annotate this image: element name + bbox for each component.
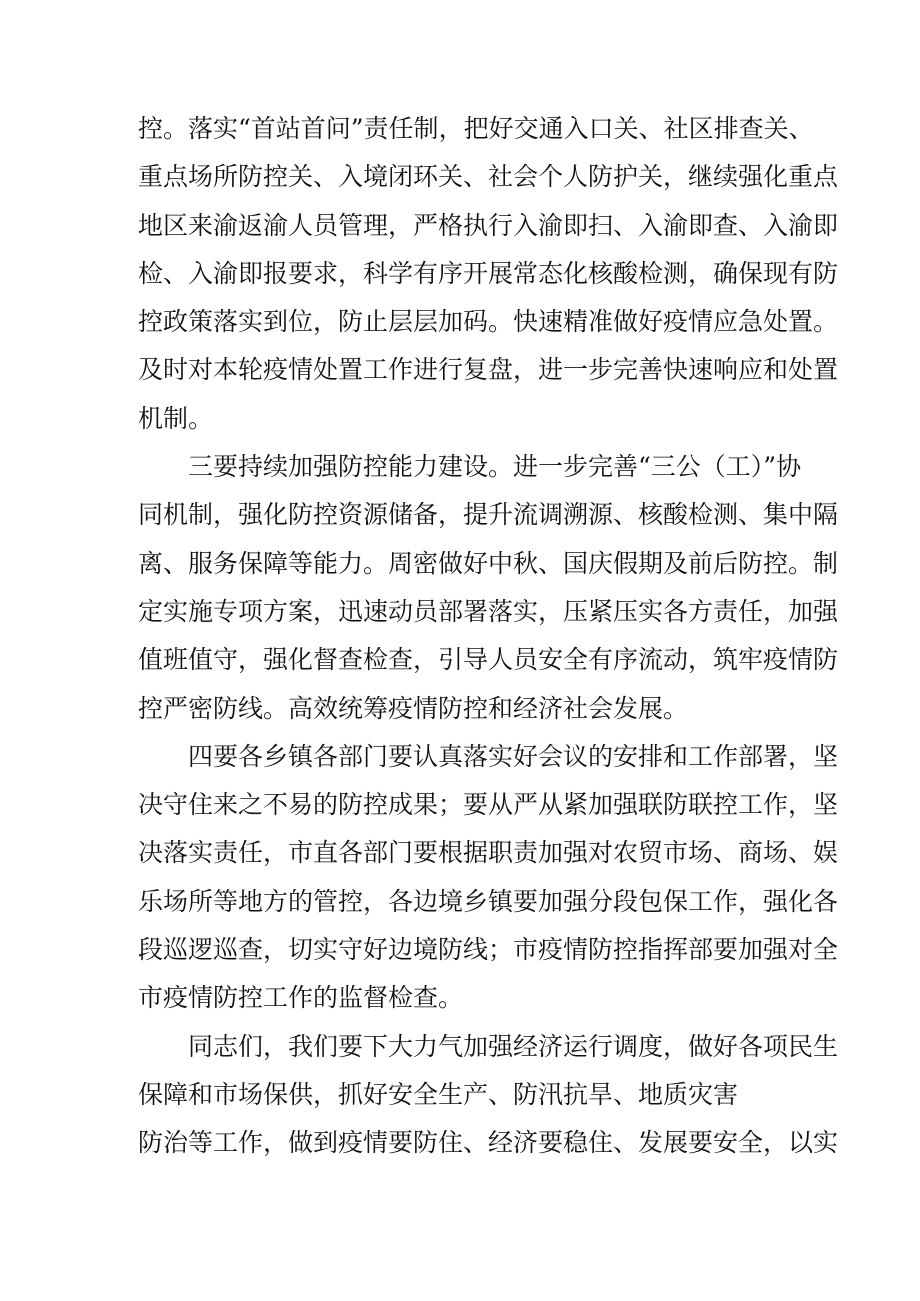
text-line: 防治等工作，做到疫情要防住、经济要稳住、发展要安全，以实 [138,1128,839,1158]
text-line: 及时对本轮疫情处置工作进行复盘，进一步完善快速响应和处置 [138,355,839,385]
text-line: 离、服务保障等能力。周密做好中秋、国庆假期及前后防控。制 [138,548,839,578]
text-line: 保障和市场保供，抓好安全生产、防汛抗旱、地质灾害 [138,1079,739,1109]
text-line: 决落实责任，市直各部门要根据职责加强对农贸市场、商场、娱 [138,838,839,868]
text-line: 机制。 [138,403,214,433]
text-line: 地区来渝返渝人员管理，严格执行入渝即扫、入渝即查、入渝即 [138,210,839,240]
body-text [138,105,839,1168]
text-line: 控严密防线。高效统筹疫情防控和经济社会发展。 [138,693,689,723]
text-line: 市疫情防控工作的监督检查。 [138,983,464,1013]
text-line: 定实施专项方案，迅速动员部署落实，压紧压实各方责任，加强 [138,596,839,626]
text-line: 检、入渝即报要求，科学有序开展常态化核酸检测，确保现有防 [138,258,839,288]
text-line: 三要持续加强防控能力建设。进一步完善“三公（工）”协 [188,452,802,482]
text-line: 重点场所防控关、入境闭环关、社会个人防护关，继续强化重点 [138,162,839,192]
text-line: 乐场所等地方的管控，各边境乡镇要加强分段包保工作，强化各 [138,886,839,916]
text-line: 控政策落实到位，防止层层加码。快速精准做好疫情应急处置。 [138,307,839,337]
text-line: 控。落实“首站首问”责任制，把好交通入口关、社区排查关、 [138,114,814,143]
text-line: 值班值守，强化督查检查，引导人员安全有序流动，筑牢疫情防 [138,645,839,675]
text-line: 四要各乡镇各部门要认真落实好会议的安排和工作部署，坚 [188,741,839,771]
text-line: 段巡逻巡查，切实守好边境防线；市疫情防控指挥部要加强对全 [138,935,839,965]
text-line: 同志们，我们要下大力气加强经济运行调度，做好各项民生 [188,1031,839,1061]
text-line: 同机制，强化防控资源储备，提升流调溯源、核酸检测、集中隔 [138,500,839,530]
text-line: 决守住来之不易的防控成果；要从严从紧加强联防联控工作，坚 [138,790,839,820]
